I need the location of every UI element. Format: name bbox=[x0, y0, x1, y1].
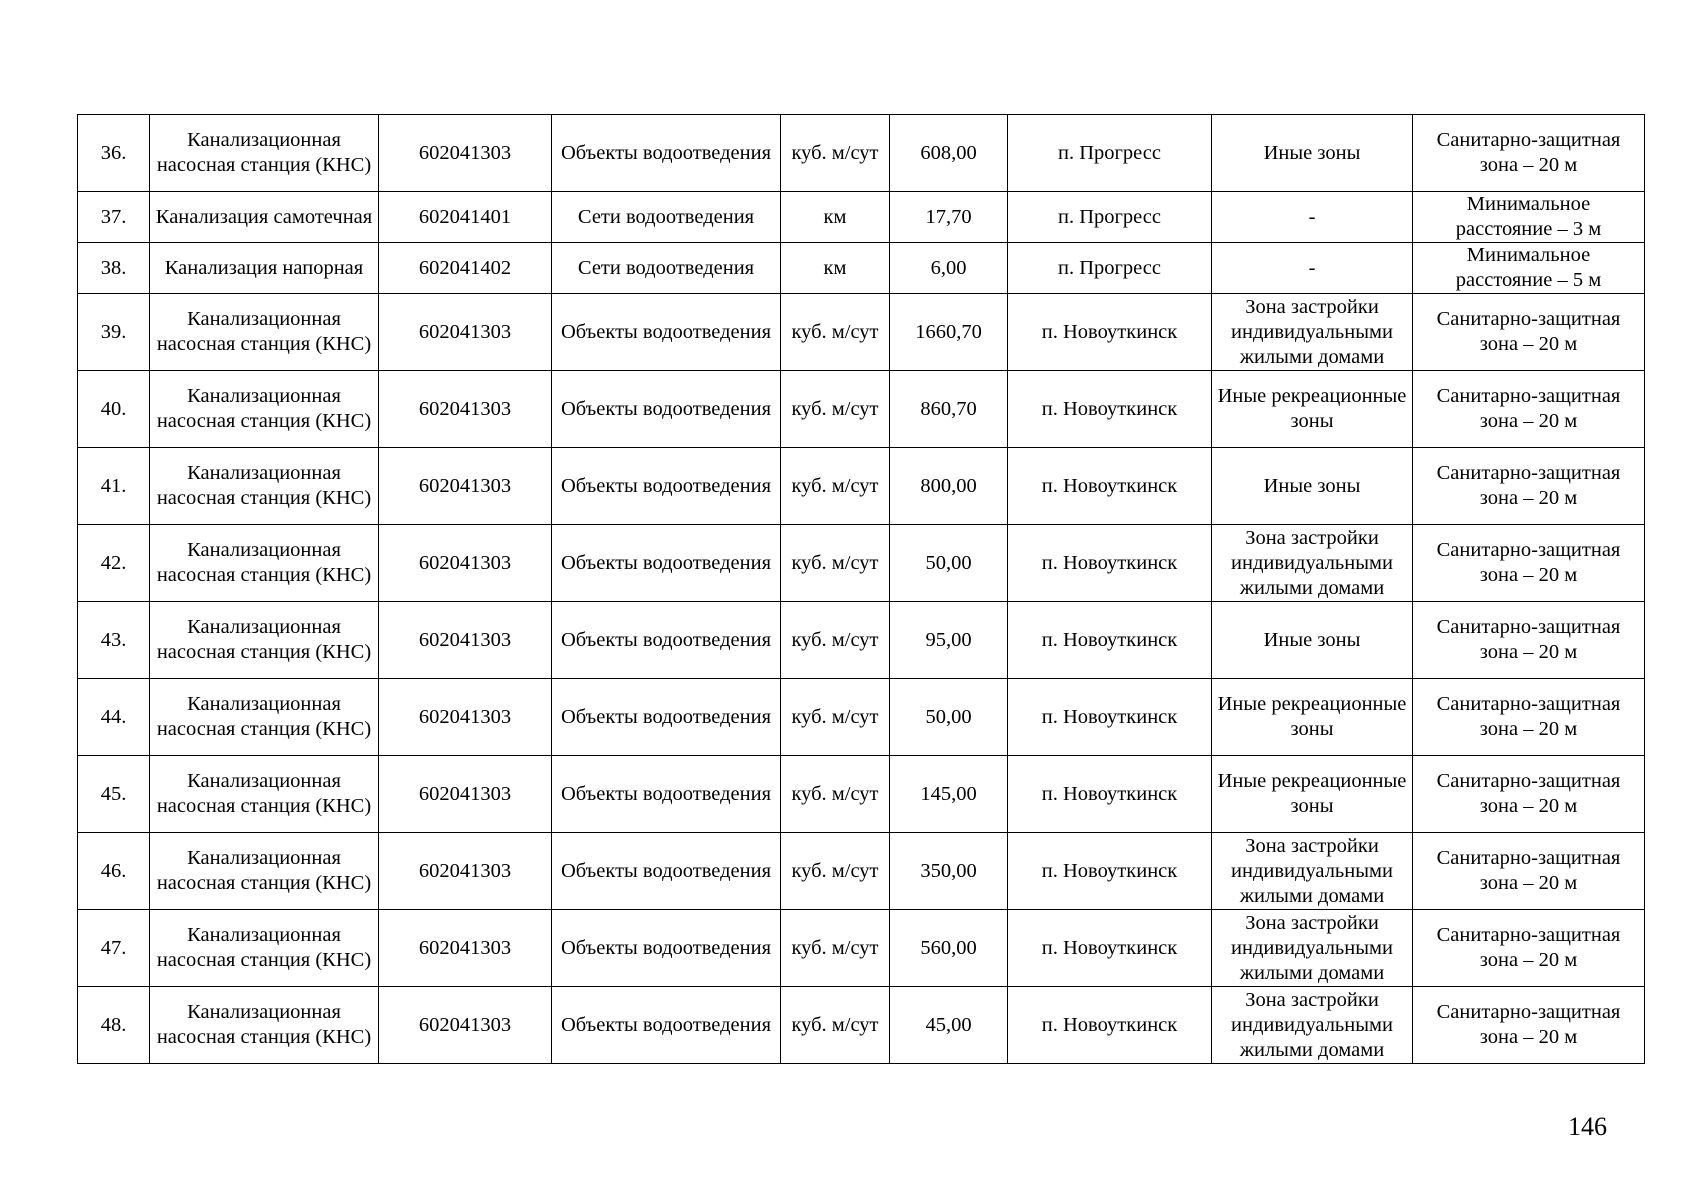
object-name: Канализационная насосная станция (КНС) bbox=[150, 756, 379, 833]
row-number: 37. bbox=[78, 192, 150, 243]
location: п. Прогресс bbox=[1008, 192, 1212, 243]
unit: куб. м/сут bbox=[781, 371, 890, 448]
object-name: Канализационная насосная станция (КНС) bbox=[150, 679, 379, 756]
value: 608,00 bbox=[890, 115, 1008, 192]
object-type: Объекты водоотведения bbox=[552, 448, 781, 525]
restriction: Санитарно-защитная зона – 20 м bbox=[1413, 833, 1645, 910]
row-number: 42. bbox=[78, 525, 150, 602]
object-type: Объекты водоотведения bbox=[552, 371, 781, 448]
restriction: Санитарно-защитная зона – 20 м bbox=[1413, 679, 1645, 756]
object-name: Канализационная насосная станция (КНС) bbox=[150, 910, 379, 987]
restriction: Санитарно-защитная зона – 20 м bbox=[1413, 448, 1645, 525]
location: п. Новоуткинск bbox=[1008, 910, 1212, 987]
row-number: 45. bbox=[78, 756, 150, 833]
facilities-table bbox=[77, 114, 1645, 1064]
object-type: Объекты водоотведения bbox=[552, 987, 781, 1064]
location: п. Новоуткинск bbox=[1008, 448, 1212, 525]
page-number: 146 bbox=[1568, 1112, 1607, 1141]
object-code: 602041303 bbox=[379, 833, 552, 910]
zone: Иные рекреационные зоны bbox=[1212, 679, 1413, 756]
restriction: Санитарно-защитная зона – 20 м bbox=[1413, 602, 1645, 679]
restriction: Минимальное расстояние – 5 м bbox=[1413, 243, 1645, 294]
table-row bbox=[78, 602, 1645, 679]
restriction: Санитарно-защитная зона – 20 м bbox=[1413, 115, 1645, 192]
row-number: 40. bbox=[78, 371, 150, 448]
object-name: Канализационная насосная станция (КНС) bbox=[150, 115, 379, 192]
unit: куб. м/сут bbox=[781, 294, 890, 371]
zone: Зона застройки индивидуальными жилыми домами bbox=[1212, 294, 1413, 371]
row-number: 48. bbox=[78, 987, 150, 1064]
table-row bbox=[78, 987, 1645, 1064]
object-code: 602041303 bbox=[379, 371, 552, 448]
unit: куб. м/сут bbox=[781, 448, 890, 525]
location: п. Новоуткинск bbox=[1008, 602, 1212, 679]
zone: Иные зоны bbox=[1212, 448, 1413, 525]
value: 50,00 bbox=[890, 525, 1008, 602]
row-number: 47. bbox=[78, 910, 150, 987]
table-row bbox=[78, 371, 1645, 448]
object-name: Канализационная насосная станция (КНС) bbox=[150, 525, 379, 602]
location: п. Новоуткинск bbox=[1008, 833, 1212, 910]
unit: куб. м/сут bbox=[781, 679, 890, 756]
object-type: Объекты водоотведения bbox=[552, 679, 781, 756]
restriction: Санитарно-защитная зона – 20 м bbox=[1413, 987, 1645, 1064]
unit: куб. м/сут bbox=[781, 910, 890, 987]
object-code: 602041303 bbox=[379, 294, 552, 371]
zone: Зона застройки индивидуальными жилыми домами bbox=[1212, 525, 1413, 602]
object-code: 602041401 bbox=[379, 192, 552, 243]
restriction: Санитарно-защитная зона – 20 м bbox=[1413, 294, 1645, 371]
unit: км bbox=[781, 192, 890, 243]
table-row bbox=[78, 115, 1645, 192]
row-number: 43. bbox=[78, 602, 150, 679]
restriction: Санитарно-защитная зона – 20 м bbox=[1413, 756, 1645, 833]
location: п. Новоуткинск bbox=[1008, 987, 1212, 1064]
object-type: Объекты водоотведения bbox=[552, 115, 781, 192]
row-number: 36. bbox=[78, 115, 150, 192]
object-type: Объекты водоотведения bbox=[552, 756, 781, 833]
object-code: 602041303 bbox=[379, 525, 552, 602]
object-name: Канализация напорная bbox=[150, 243, 379, 294]
object-type: Объекты водоотведения bbox=[552, 602, 781, 679]
zone: Зона застройки индивидуальными жилыми домами bbox=[1212, 987, 1413, 1064]
object-code: 602041303 bbox=[379, 910, 552, 987]
zone: Иные зоны bbox=[1212, 602, 1413, 679]
object-name: Канализационная насосная станция (КНС) bbox=[150, 602, 379, 679]
object-code: 602041303 bbox=[379, 602, 552, 679]
location: п. Новоуткинск bbox=[1008, 294, 1212, 371]
unit: куб. м/сут bbox=[781, 525, 890, 602]
object-type: Объекты водоотведения bbox=[552, 525, 781, 602]
object-code: 602041303 bbox=[379, 448, 552, 525]
object-name: Канализационная насосная станция (КНС) bbox=[150, 371, 379, 448]
unit: куб. м/сут bbox=[781, 602, 890, 679]
restriction: Санитарно-защитная зона – 20 м bbox=[1413, 910, 1645, 987]
object-name: Канализационная насосная станция (КНС) bbox=[150, 833, 379, 910]
unit: куб. м/сут bbox=[781, 756, 890, 833]
object-code: 602041303 bbox=[379, 987, 552, 1064]
value: 1660,70 bbox=[890, 294, 1008, 371]
table-row bbox=[78, 525, 1645, 602]
table-row bbox=[78, 294, 1645, 371]
unit: км bbox=[781, 243, 890, 294]
location: п. Прогресс bbox=[1008, 243, 1212, 294]
object-name: Канализационная насосная станция (КНС) bbox=[150, 294, 379, 371]
object-type: Объекты водоотведения bbox=[552, 910, 781, 987]
object-name: Канализационная насосная станция (КНС) bbox=[150, 448, 379, 525]
object-type: Объекты водоотведения bbox=[552, 833, 781, 910]
table-row bbox=[78, 679, 1645, 756]
value: 50,00 bbox=[890, 679, 1008, 756]
object-type: Сети водоотведения bbox=[552, 192, 781, 243]
location: п. Прогресс bbox=[1008, 115, 1212, 192]
zone: Зона застройки индивидуальными жилыми домами bbox=[1212, 833, 1413, 910]
value: 17,70 bbox=[890, 192, 1008, 243]
zone: Иные рекреационные зоны bbox=[1212, 371, 1413, 448]
object-code: 602041303 bbox=[379, 115, 552, 192]
row-number: 41. bbox=[78, 448, 150, 525]
value: 860,70 bbox=[890, 371, 1008, 448]
unit: куб. м/сут bbox=[781, 115, 890, 192]
object-name: Канализационная насосная станция (КНС) bbox=[150, 987, 379, 1064]
value: 45,00 bbox=[890, 987, 1008, 1064]
unit: куб. м/сут bbox=[781, 987, 890, 1064]
zone: Зона застройки индивидуальными жилыми домами bbox=[1212, 910, 1413, 987]
location: п. Новоуткинск bbox=[1008, 679, 1212, 756]
table-row bbox=[78, 833, 1645, 910]
object-code: 602041402 bbox=[379, 243, 552, 294]
table-row bbox=[78, 192, 1645, 243]
location: п. Новоуткинск bbox=[1008, 756, 1212, 833]
value: 560,00 bbox=[890, 910, 1008, 987]
row-number: 39. bbox=[78, 294, 150, 371]
table-row bbox=[78, 448, 1645, 525]
object-name: Канализация самотечная bbox=[150, 192, 379, 243]
zone: - bbox=[1212, 243, 1413, 294]
object-code: 602041303 bbox=[379, 679, 552, 756]
table-row bbox=[78, 910, 1645, 987]
restriction: Санитарно-защитная зона – 20 м bbox=[1413, 525, 1645, 602]
zone: Иные зоны bbox=[1212, 115, 1413, 192]
zone: Иные рекреационные зоны bbox=[1212, 756, 1413, 833]
value: 350,00 bbox=[890, 833, 1008, 910]
location: п. Новоуткинск bbox=[1008, 371, 1212, 448]
table-row bbox=[78, 756, 1645, 833]
object-code: 602041303 bbox=[379, 756, 552, 833]
row-number: 46. bbox=[78, 833, 150, 910]
value: 6,00 bbox=[890, 243, 1008, 294]
table-row bbox=[78, 243, 1645, 294]
row-number: 38. bbox=[78, 243, 150, 294]
restriction: Санитарно-защитная зона – 20 м bbox=[1413, 371, 1645, 448]
unit: куб. м/сут bbox=[781, 833, 890, 910]
zone: - bbox=[1212, 192, 1413, 243]
object-type: Объекты водоотведения bbox=[552, 294, 781, 371]
object-type: Сети водоотведения bbox=[552, 243, 781, 294]
location: п. Новоуткинск bbox=[1008, 525, 1212, 602]
value: 95,00 bbox=[890, 602, 1008, 679]
restriction: Минимальное расстояние – 3 м bbox=[1413, 192, 1645, 243]
value: 145,00 bbox=[890, 756, 1008, 833]
row-number: 44. bbox=[78, 679, 150, 756]
value: 800,00 bbox=[890, 448, 1008, 525]
